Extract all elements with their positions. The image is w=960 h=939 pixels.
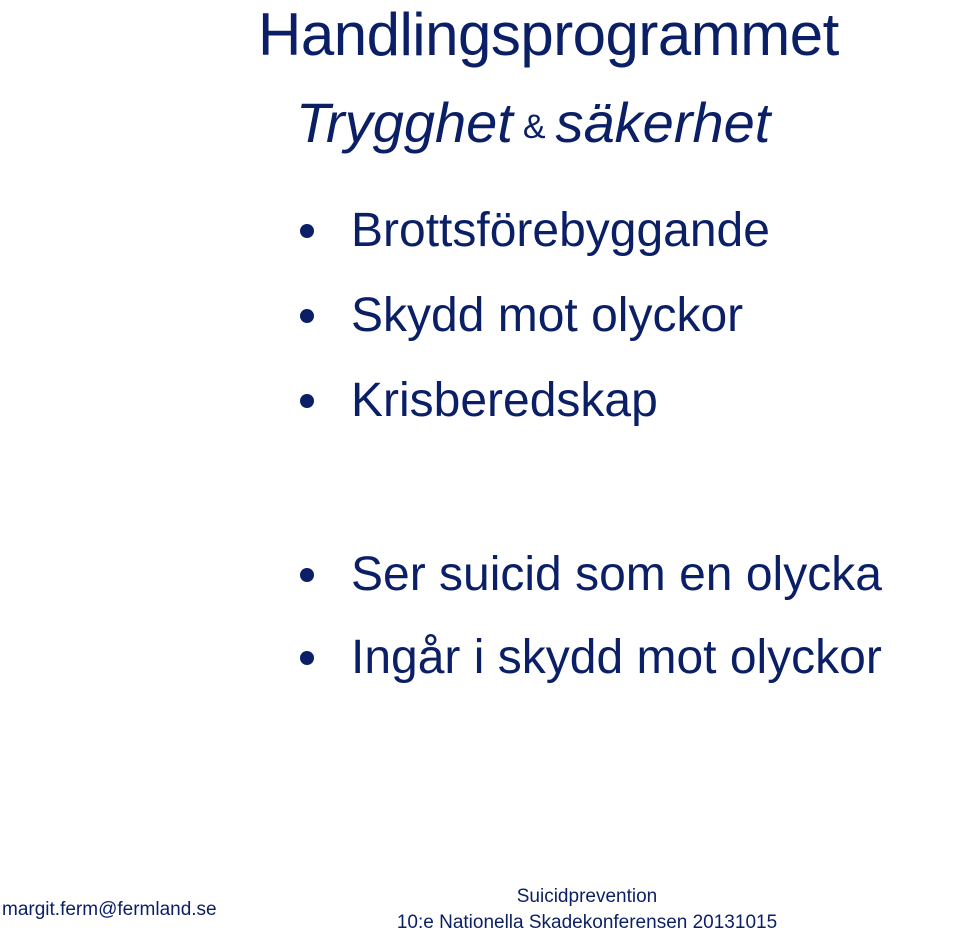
footer-event-info [384,884,790,936]
bullet-dot-icon [300,568,314,582]
slide-subtitle [296,88,770,162]
subtitle-ampersand: & [522,108,546,146]
slide-title: Handlingsprogrammet [258,1,839,68]
bullet-text: Ser suicid som en olycka [351,548,882,601]
footer-event: 10:e Nationella Skadekonferensen 20131015 [396,912,778,933]
bullet-text: Krisberedskap [351,374,658,427]
bullet-text: Brottsförebyggande [351,204,770,257]
subtitle-word-trygghet: Trygghet [296,91,513,154]
bullet-text: Skydd mot olyckor [351,289,744,342]
bullet-dot-icon [300,651,314,665]
footer-topic: Suicidprevention [516,886,658,907]
bullet-item-skydd-mot-olyckor [300,286,743,346]
bullet-dot-icon [300,394,314,408]
footer-email: margit.ferm@fermland.se [2,899,217,920]
bullet-item-ser-suicid [300,545,882,605]
bullet-item-krisberedskap [300,371,658,431]
subtitle-word-sakerhet: säkerhet [555,91,771,154]
bullet-item-ingar-i-skydd [300,628,882,688]
bullet-item-brottsforebyggande [300,201,770,261]
bullet-text: Ingår i skydd mot olyckor [351,631,882,684]
bullet-dot-icon [300,224,314,238]
bullet-dot-icon [300,309,314,323]
